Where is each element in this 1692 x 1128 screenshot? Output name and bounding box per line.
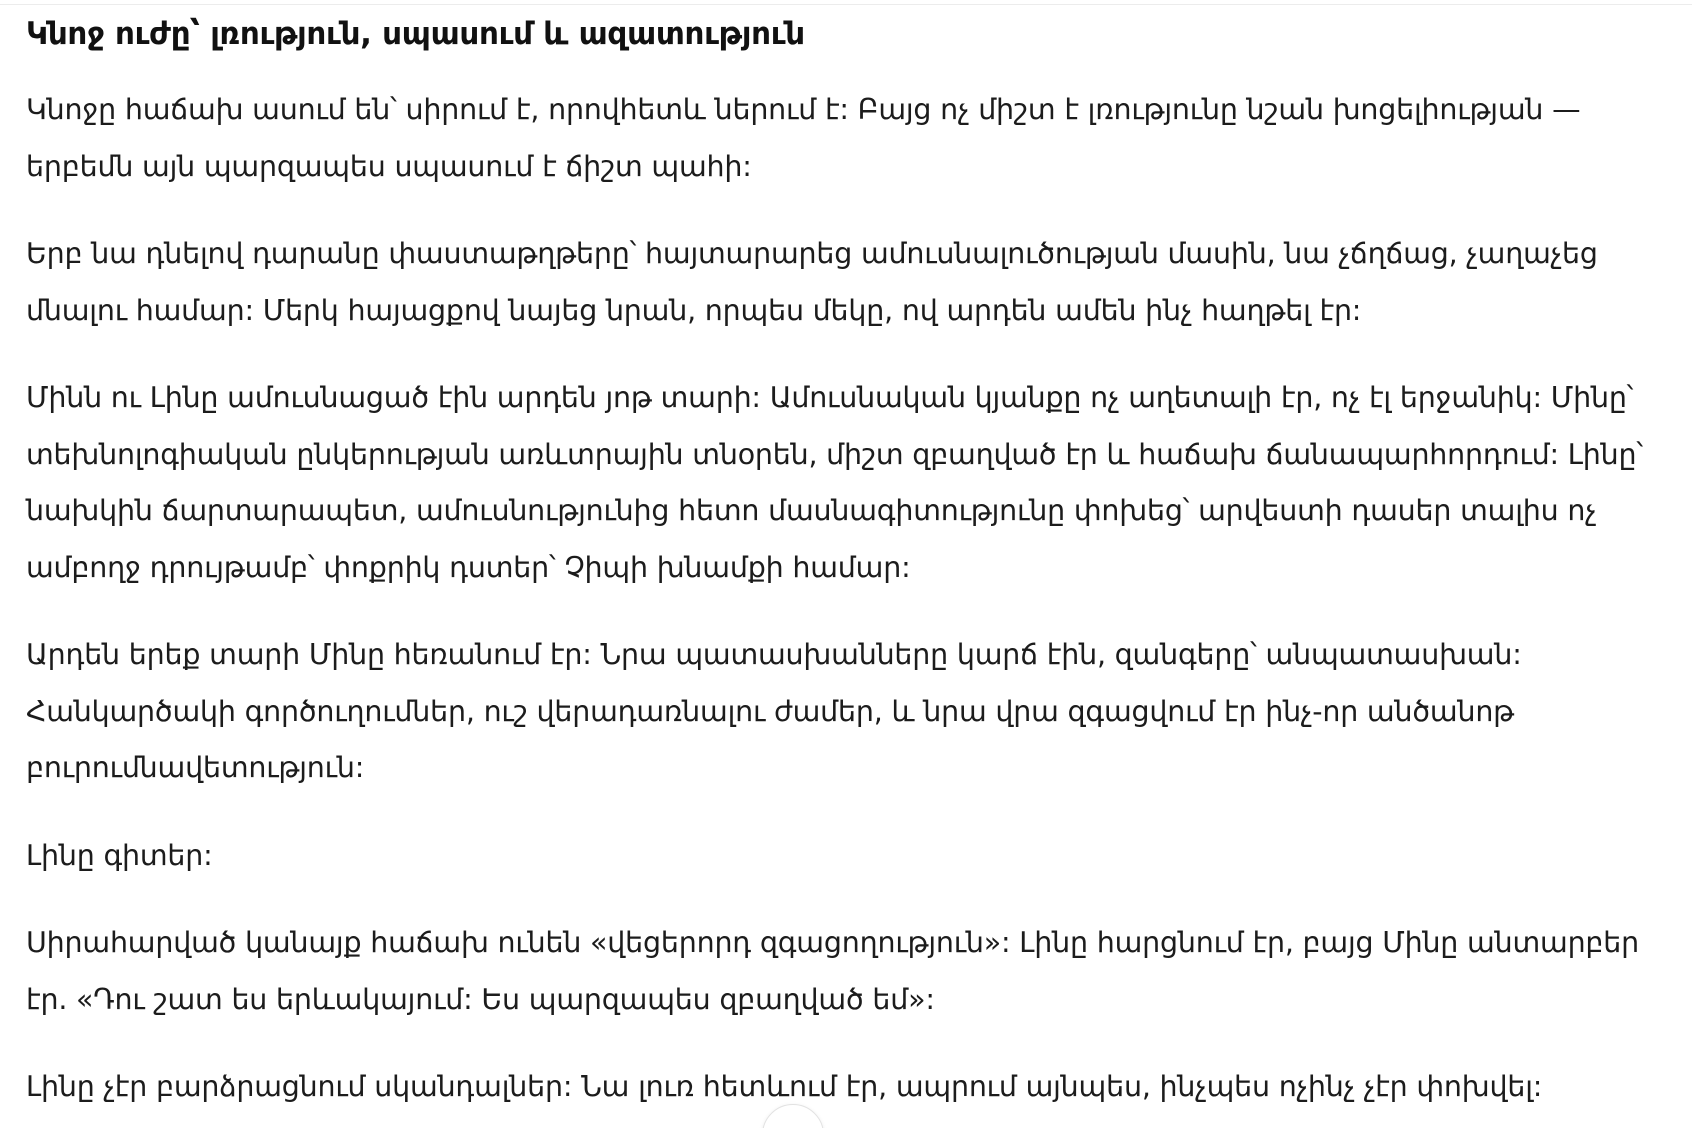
article-title: Կնոջ ուժը՝ լռություն, սպասում և ազատություն <box>26 16 805 52</box>
paragraph-1: Կնոջը հաճախ ասում են՝ սիրում է, որովհետև ներում է: Բայց ոչ միշտ է լռությունը նշան խոցելիության — երբեմն այն պարզապես սպասում է ճիշտ պահի: <box>26 93 1581 183</box>
paragraph-7: Լինը չէր բարձրացնում սկանդալներ: Նա լուռ հետևում էր, ապրում այնպես, ինչպես ոչինչ չէր փոխվել: <box>26 1070 1543 1103</box>
paragraph-5: Լինը գիտեր: <box>26 838 213 872</box>
paragraph-6: Սիրահարված կանայք հաճախ ունեն «վեցերորդ զգացողություն»: Լինը հարցնում էր, բայց Մինը անտարբեր էր. «Դու շատ ես երևակայում: Ես պարզապես զբաղված եմ»: <box>26 926 1640 1016</box>
top-divider <box>0 4 1692 5</box>
paragraph-4: Արդեն երեք տարի Մինը հեռանում էր: Նրա պատասխանները կարճ էին, զանգերը՝ անպատասխան: Հանկարծակի գործուղումներ, ուշ վերադառնալու ժամեր, և նրա վրա զգացվում էր ինչ-որ անծանոթ բուրումնավետություն: <box>26 638 1522 784</box>
article <box>26 10 1646 1116</box>
paragraph-2: Երբ նա դնելով դարանը փաստաթղթերը՝ հայտարարեց ամուսնալուծության մասին, նա չճղճաց, չաղաչեց մնալու համար: Մերկ հայացքով նայեց նրան, որպես մեկը, ով արդեն ամեն ինչ հաղթել էր: <box>26 237 1598 327</box>
paragraph-3: Մինն ու Լինը ամուսնացած էին արդեն յոթ տարի: Ամուսնական կյանքը ոչ աղետալի էր, ոչ էլ երջանիկ: Մինը՝ տեխնոլոգիական ընկերության առևտրային տնօրեն, միշտ զբաղված էր և հաճախ ճանապարհորդում: Լինը՝ նախկին ճարտարապետ, ամուսնությունից հետո մասնագիտությունը փոխեց՝ արվեստի դասեր տալիս ոչ ամբողջ դրույթամբ՝ փոքրիկ դստեր՝ Չիպի խնամքի համար: <box>26 381 1643 584</box>
